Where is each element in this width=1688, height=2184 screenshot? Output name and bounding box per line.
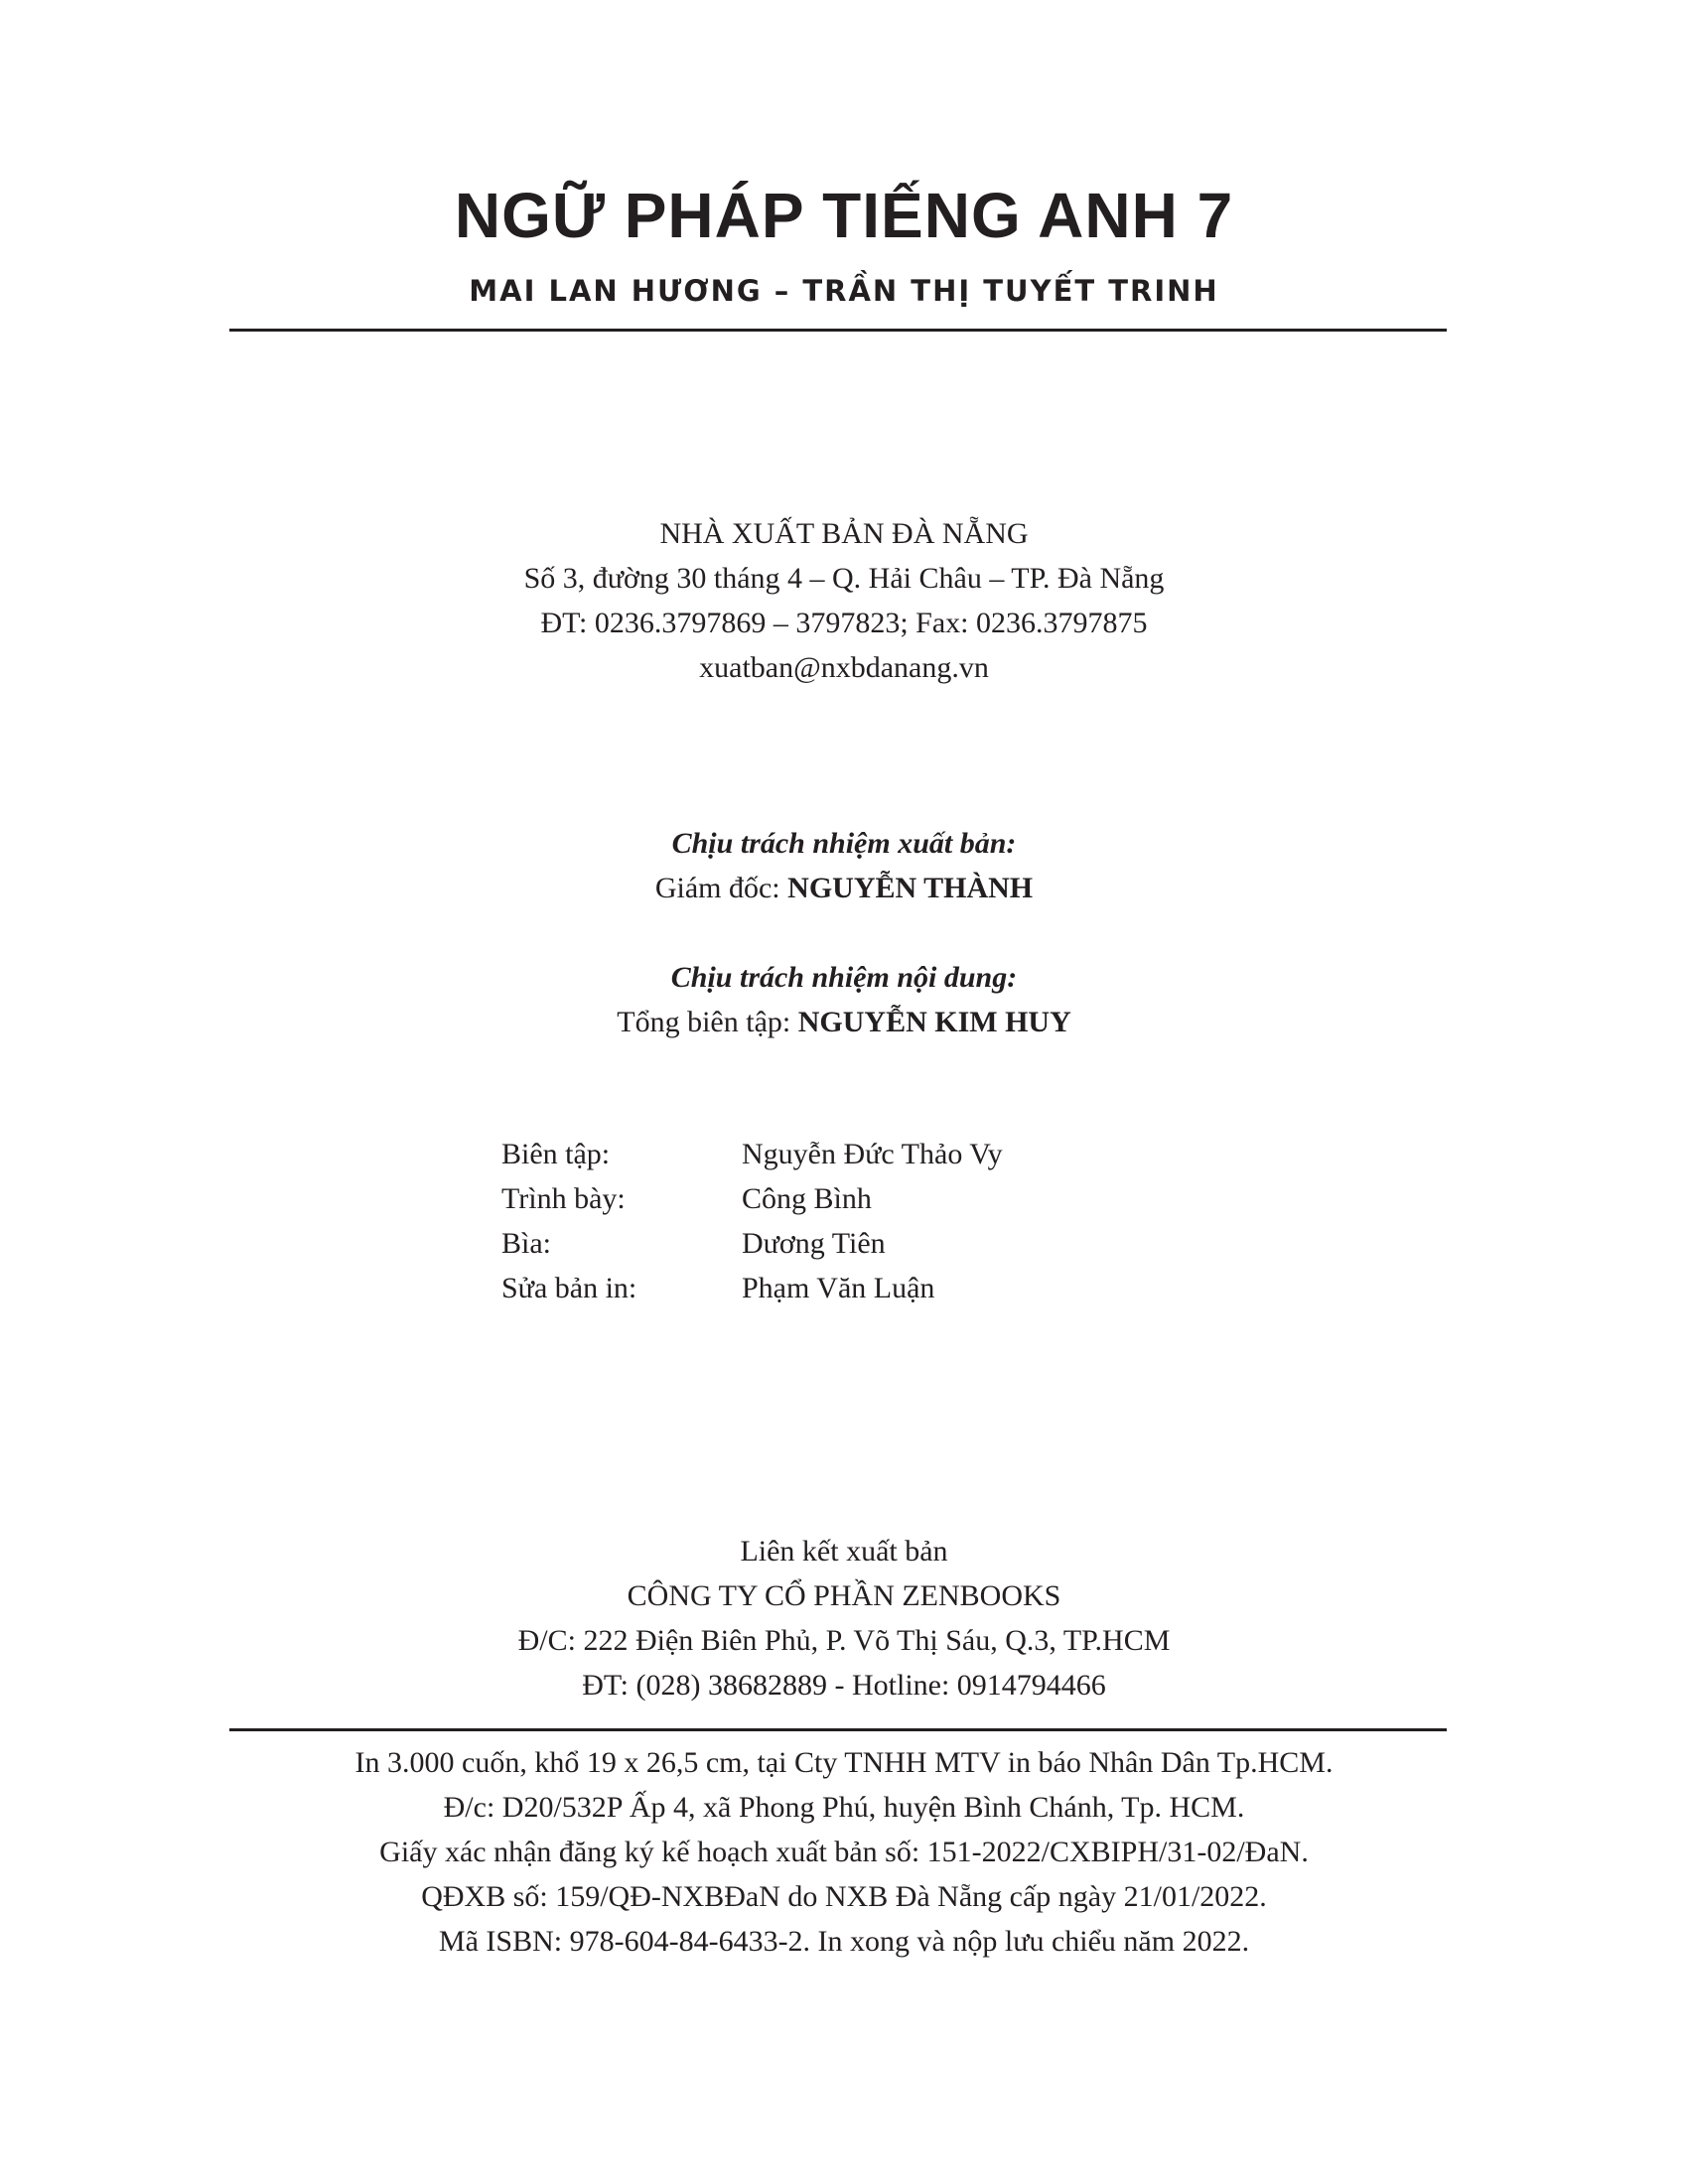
staff-row: [501, 1221, 1003, 1266]
publishing-director-name: NGUYỄN THÀNH: [787, 872, 1034, 904]
publishing-director-role: Giám đốc:: [654, 872, 788, 904]
staff-name: Phạm Văn Luận: [742, 1272, 935, 1304]
staff-name: Nguyễn Đức Thảo Vy: [742, 1138, 1003, 1170]
publisher-email: xuatban@nxbdanang.vn: [699, 651, 989, 684]
staff-name: Công Bình: [742, 1182, 872, 1215]
publishing-responsibility-label: Chịu trách nhiệm xuất bản:: [671, 827, 1017, 860]
staff-role: Bìa:: [501, 1227, 551, 1260]
printing-line: QĐXB số: 159/QĐ-NXBĐaN do NXB Đà Nẵng cấp ngày 21/01/2022.: [421, 1880, 1267, 1913]
partner-address: Đ/C: 222 Điện Biên Phủ, P. Võ Thị Sáu, Q.3, TP.HCM: [517, 1624, 1171, 1657]
content-responsibility-label: Chịu trách nhiệm nội dung:: [670, 961, 1018, 994]
editor-in-chief-line: [0, 1000, 1688, 1044]
partner-block: [0, 1529, 1688, 1707]
staff-role: Trình bày:: [501, 1182, 626, 1215]
publisher-name: NHÀ XUẤT BẢN ĐÀ NẴNG: [659, 517, 1029, 550]
content-responsibility: [0, 955, 1688, 1044]
editor-in-chief-role: Tổng biên tập:: [617, 1006, 798, 1038]
printing-line: Mã ISBN: 978-604-84-6433-2. In xong và nộp lưu chiểu năm 2022.: [438, 1925, 1250, 1958]
printing-info: [0, 1740, 1688, 1964]
publishing-director-line: [0, 866, 1688, 910]
book-authors: MAI LAN HƯƠNG – TRẦN THỊ TUYẾT TRINH: [469, 274, 1219, 308]
publisher-block: [0, 511, 1688, 690]
editor-in-chief-name: NGUYỄN KIM HUY: [797, 1006, 1071, 1038]
top-divider: [229, 329, 1447, 332]
publishing-responsibility: [0, 821, 1688, 910]
publisher-address: Số 3, đường 30 tháng 4 – Q. Hải Châu – TP. Đà Nẵng: [523, 562, 1165, 595]
partner-phone: ĐT: (028) 38682889 - Hotline: 0914794466: [582, 1669, 1106, 1702]
book-title: NGỮ PHÁP TIẾNG ANH 7: [454, 180, 1234, 251]
publisher-phone: ĐT: 0236.3797869 – 3797823; Fax: 0236.3797875: [540, 607, 1148, 639]
bottom-divider: [229, 1728, 1447, 1731]
staff-row: [501, 1132, 1003, 1176]
staff-role: Sửa bản in:: [501, 1272, 637, 1304]
staff-name: Dương Tiên: [742, 1227, 886, 1260]
partner-company: CÔNG TY CỔ PHẦN ZENBOOKS: [627, 1579, 1061, 1612]
staff-credits: [501, 1132, 1003, 1310]
printing-line: Giấy xác nhận đăng ký kế hoạch xuất bản số: 151-2022/CXBIPH/31-02/ĐaN.: [379, 1836, 1309, 1868]
staff-row: [501, 1266, 1003, 1310]
staff-row: [501, 1176, 1003, 1221]
printing-line: In 3.000 cuốn, khổ 19 x 26,5 cm, tại Cty TNHH MTV in báo Nhân Dân Tp.HCM.: [354, 1746, 1334, 1779]
staff-role: Biên tập:: [501, 1138, 611, 1170]
partner-label: Liên kết xuất bản: [740, 1535, 948, 1568]
printing-line: Đ/c: D20/532P Ấp 4, xã Phong Phú, huyện Bình Chánh, Tp. HCM.: [443, 1791, 1245, 1824]
